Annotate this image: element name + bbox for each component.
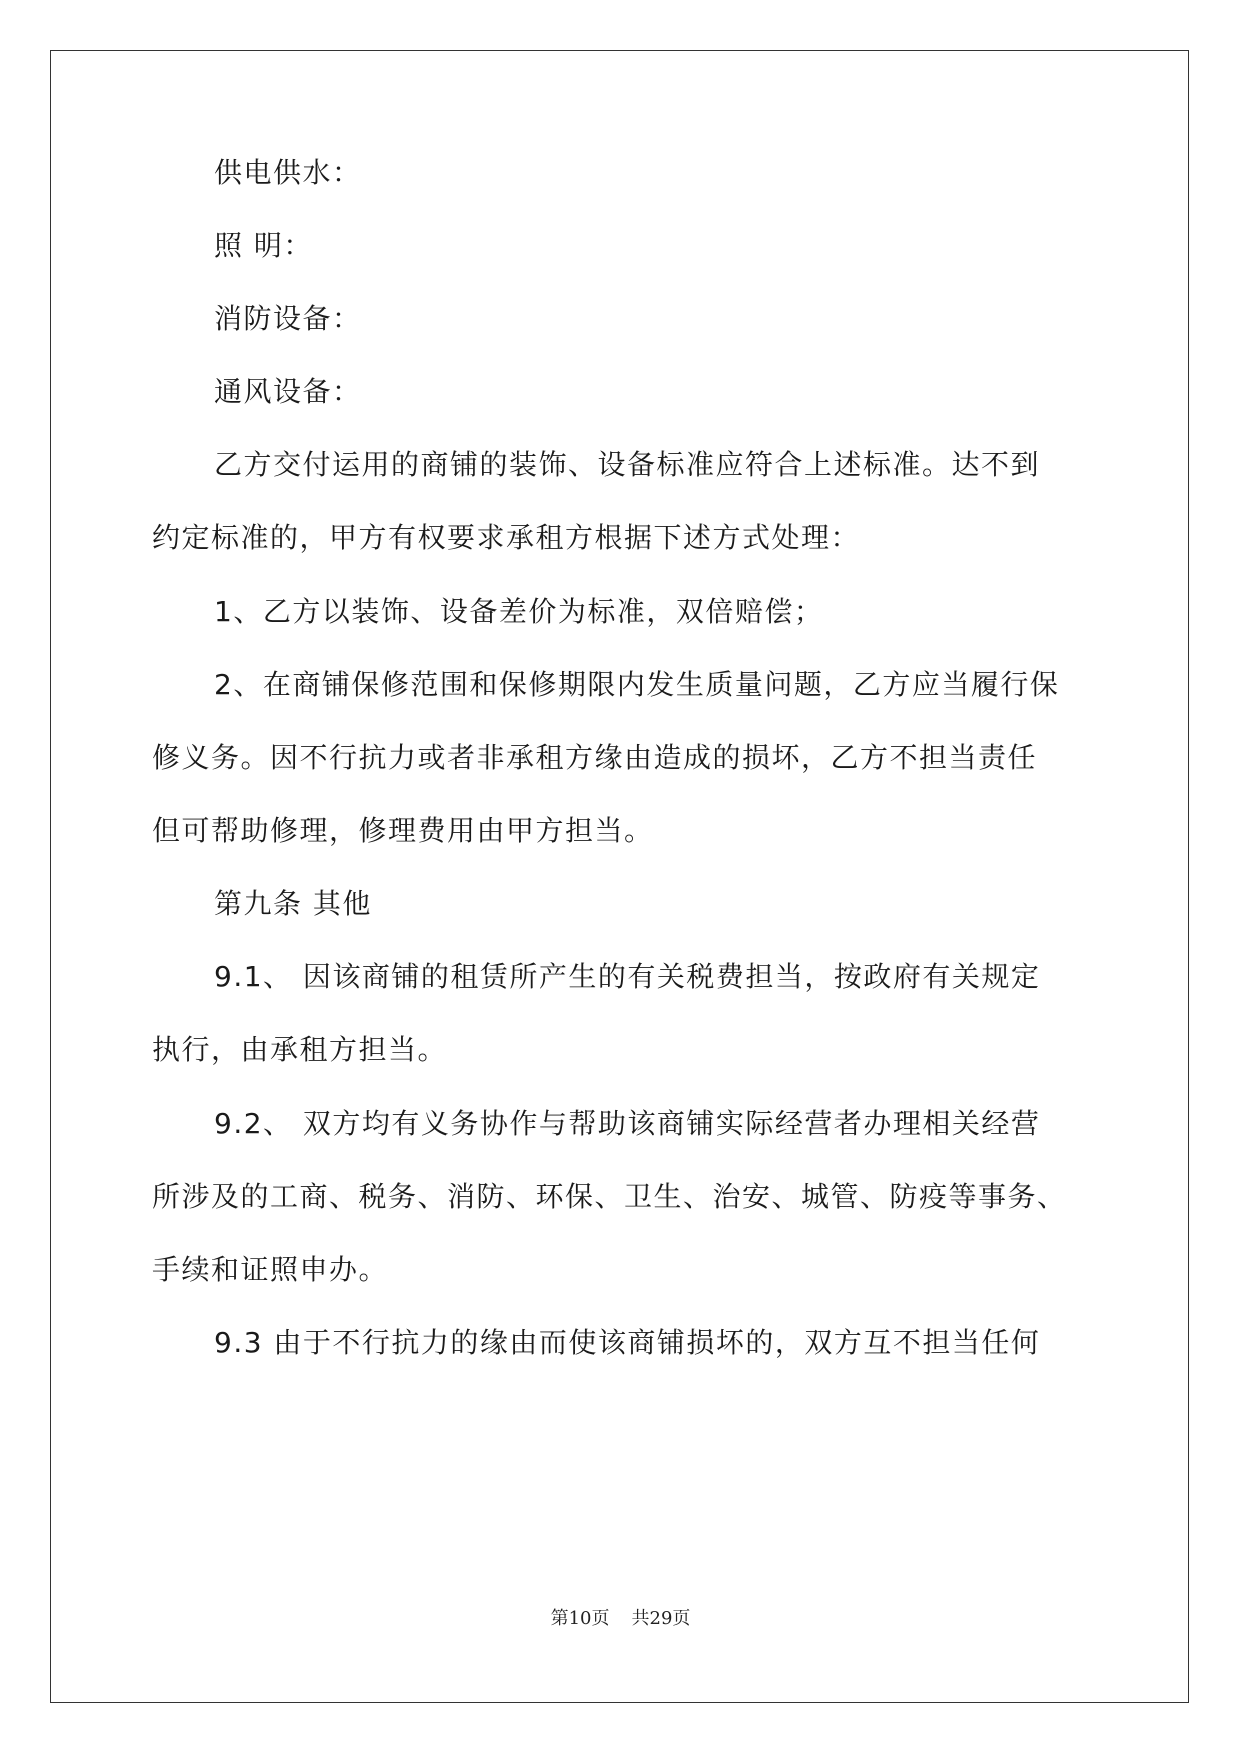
text-line: 约定标准的，甲方有权要求承租方根据下述方式处理： — [152, 521, 861, 554]
text-line: 9.2、 双方均有义务协作与帮助该商铺实际经营者办理相关经营 — [214, 1107, 1041, 1140]
text-line: 乙方交付运用的商铺的装饰、设备标准应符合上述标准。达不到 — [214, 448, 1041, 481]
text-line: 9.1、 因该商铺的租赁所产生的有关税费担当，按政府有关规定 — [214, 960, 1041, 993]
page-border — [50, 50, 1189, 1703]
text-line: 执行，由承租方担当。 — [152, 1033, 448, 1066]
section-heading: 第九条 其他 — [214, 887, 372, 920]
text-line: 1、乙方以装饰、设备差价为标准，双倍赔偿； — [214, 595, 824, 628]
text-line: 手续和证照申办。 — [152, 1253, 389, 1286]
text-line: 通风设备： — [214, 375, 362, 408]
text-line: 2、在商铺保修范围和保修期限内发生质量问题，乙方应当履行保 — [214, 668, 1060, 701]
page-footer — [0, 1604, 1241, 1630]
text-line: 但可帮助修理，修理费用由甲方担当。 — [152, 814, 654, 847]
text-line: 消防设备： — [214, 302, 362, 335]
current-page-number: 第10页 — [550, 1608, 610, 1629]
text-line: 供电供水： — [214, 156, 362, 189]
text-line: 所涉及的工商、税务、消防、环保、卫生、治安、城管、防疫等事务、 — [152, 1180, 1067, 1213]
total-pages: 共29页 — [631, 1608, 691, 1629]
text-line: 照 明： — [214, 229, 313, 262]
text-line: 修义务。因不行抗力或者非承租方缘由造成的损坏，乙方不担当责任 — [152, 741, 1038, 774]
text-line: 9.3 由于不行抗力的缘由而使该商铺损坏的，双方互不担当任何 — [214, 1326, 1041, 1359]
